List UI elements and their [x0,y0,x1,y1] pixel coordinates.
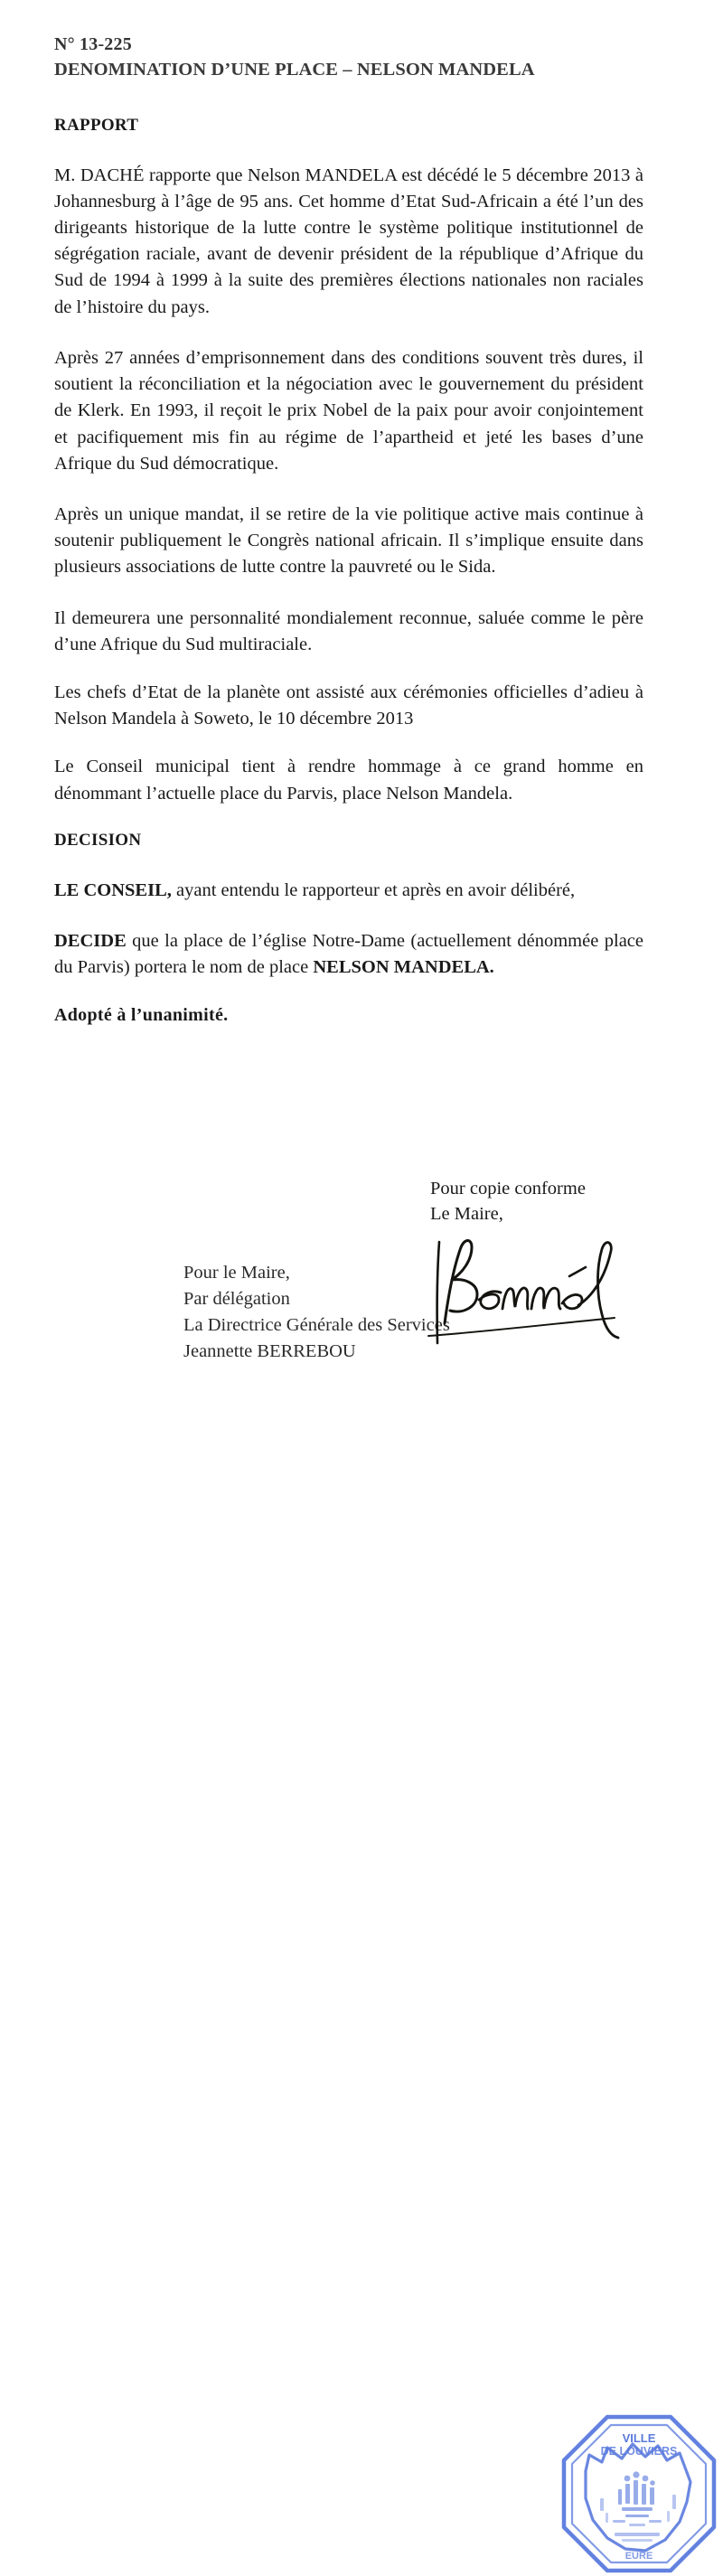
official-stamp-icon [559,2411,719,2576]
spacer [54,904,643,928]
spacer [54,477,643,502]
spacer [54,807,643,831]
paragraph-retirement: Après un unique mandat, il se retire de la vie politique active mais continue à soutenir publiquement le Congrès national africain. Il s’implique ensuite dans plusieurs associations de lutte contre la pauvreté ou le Sida. [54,503,643,578]
document-title: DENOMINATION D’UNE PLACE – NELSON MANDELA [54,60,535,80]
paragraph-legacy: Il demeurera une personnalité mondialement reconnue, saluée comme le père d’une Afrique du Sud multiraciale. [54,607,643,654]
paragraph-funeral: Les chefs d’Etat de la planète ont assisté aux cérémonies officielles d’adieu à Nelson Mandela à Soweto, le 10 décembre 2013 [54,682,643,729]
delegation-line-2: Par délégation [183,1288,290,1309]
decide-label: DECIDE [54,930,127,951]
stamp-line-1: VILLE [622,2431,656,2445]
spacer [54,321,643,345]
le-conseil-text: ayant entendu le rapporteur et après en avoir délibéré, [171,879,576,900]
stamp-line-2: DE LOUVIERS [600,2445,678,2458]
stamp-bottom-text: EURE [624,2551,653,2562]
certification-block [430,1177,586,1227]
spacer [54,981,643,1005]
spacer [54,136,643,163]
spacer [54,851,643,878]
adopted-unanimously: Adopté à l’unanimité. [54,1005,229,1026]
document-body [54,33,643,1026]
spacer [54,658,643,680]
le-conseil-label: LE CONSEIL, [54,879,172,900]
delegation-line-1: Pour le Maire, [183,1263,290,1283]
signature-zone [0,1166,723,2562]
decide-place-name: NELSON MANDELA. [313,957,494,978]
document-number: N° 13-225 [54,34,132,54]
decide-text: que la place de l’église Notre-Dame (actuellement dénommée place du Parvis) portera le nom de place [54,930,643,978]
spacer [54,732,643,754]
spacer [54,83,643,116]
certification-line-2: Le Maire, [430,1203,503,1224]
paragraph-decide [54,928,643,981]
certification-line-1: Pour copie conforme [430,1179,586,1199]
section-heading-rapport: RAPPORT [54,115,139,135]
handwritten-signature-icon [425,1236,633,1354]
paragraph-biography: M. DACHÉ rapporte que Nelson MANDELA est décédé le 5 décembre 2013 à Johannesburg à l’âge de 95 ans. Cet homme d’Etat Sud-Africain a été l’un des dirigeants historique de la lutte contre le système politique institutionnel de ségrégation raciale, avant de devenir président de la république d’Afrique du Sud de 1994 à 1999 à la suite des premières élections nationales non raciales de l’histoire du pays. [54,165,643,317]
paragraph-le-conseil [54,878,643,904]
delegation-line-3: La Directrice Générale des Services [183,1314,450,1335]
delegation-block [183,1260,450,1365]
spacer [54,581,643,606]
delegation-line-4: Jeannette BERREBOU [183,1340,356,1361]
paragraph-imprisonment: Après 27 années d’emprisonnement dans des conditions souvent très dures, il soutient la réconciliation et la négociation avec le gouvernement du président de Klerk. En 1993, il reçoit le prix Nobel de la paix pour avoir conjointement et pacifiquement mis fin au régime de l’apartheid et jeté les bases d’une Afrique du Sud démocratique. [54,347,643,474]
paragraph-council-tribute: Le Conseil municipal tient à rendre hommage à ce grand homme en dénommant l’actuelle place du Parvis, place Nelson Mandela. [54,757,643,804]
section-heading-decision: DECISION [54,830,142,850]
